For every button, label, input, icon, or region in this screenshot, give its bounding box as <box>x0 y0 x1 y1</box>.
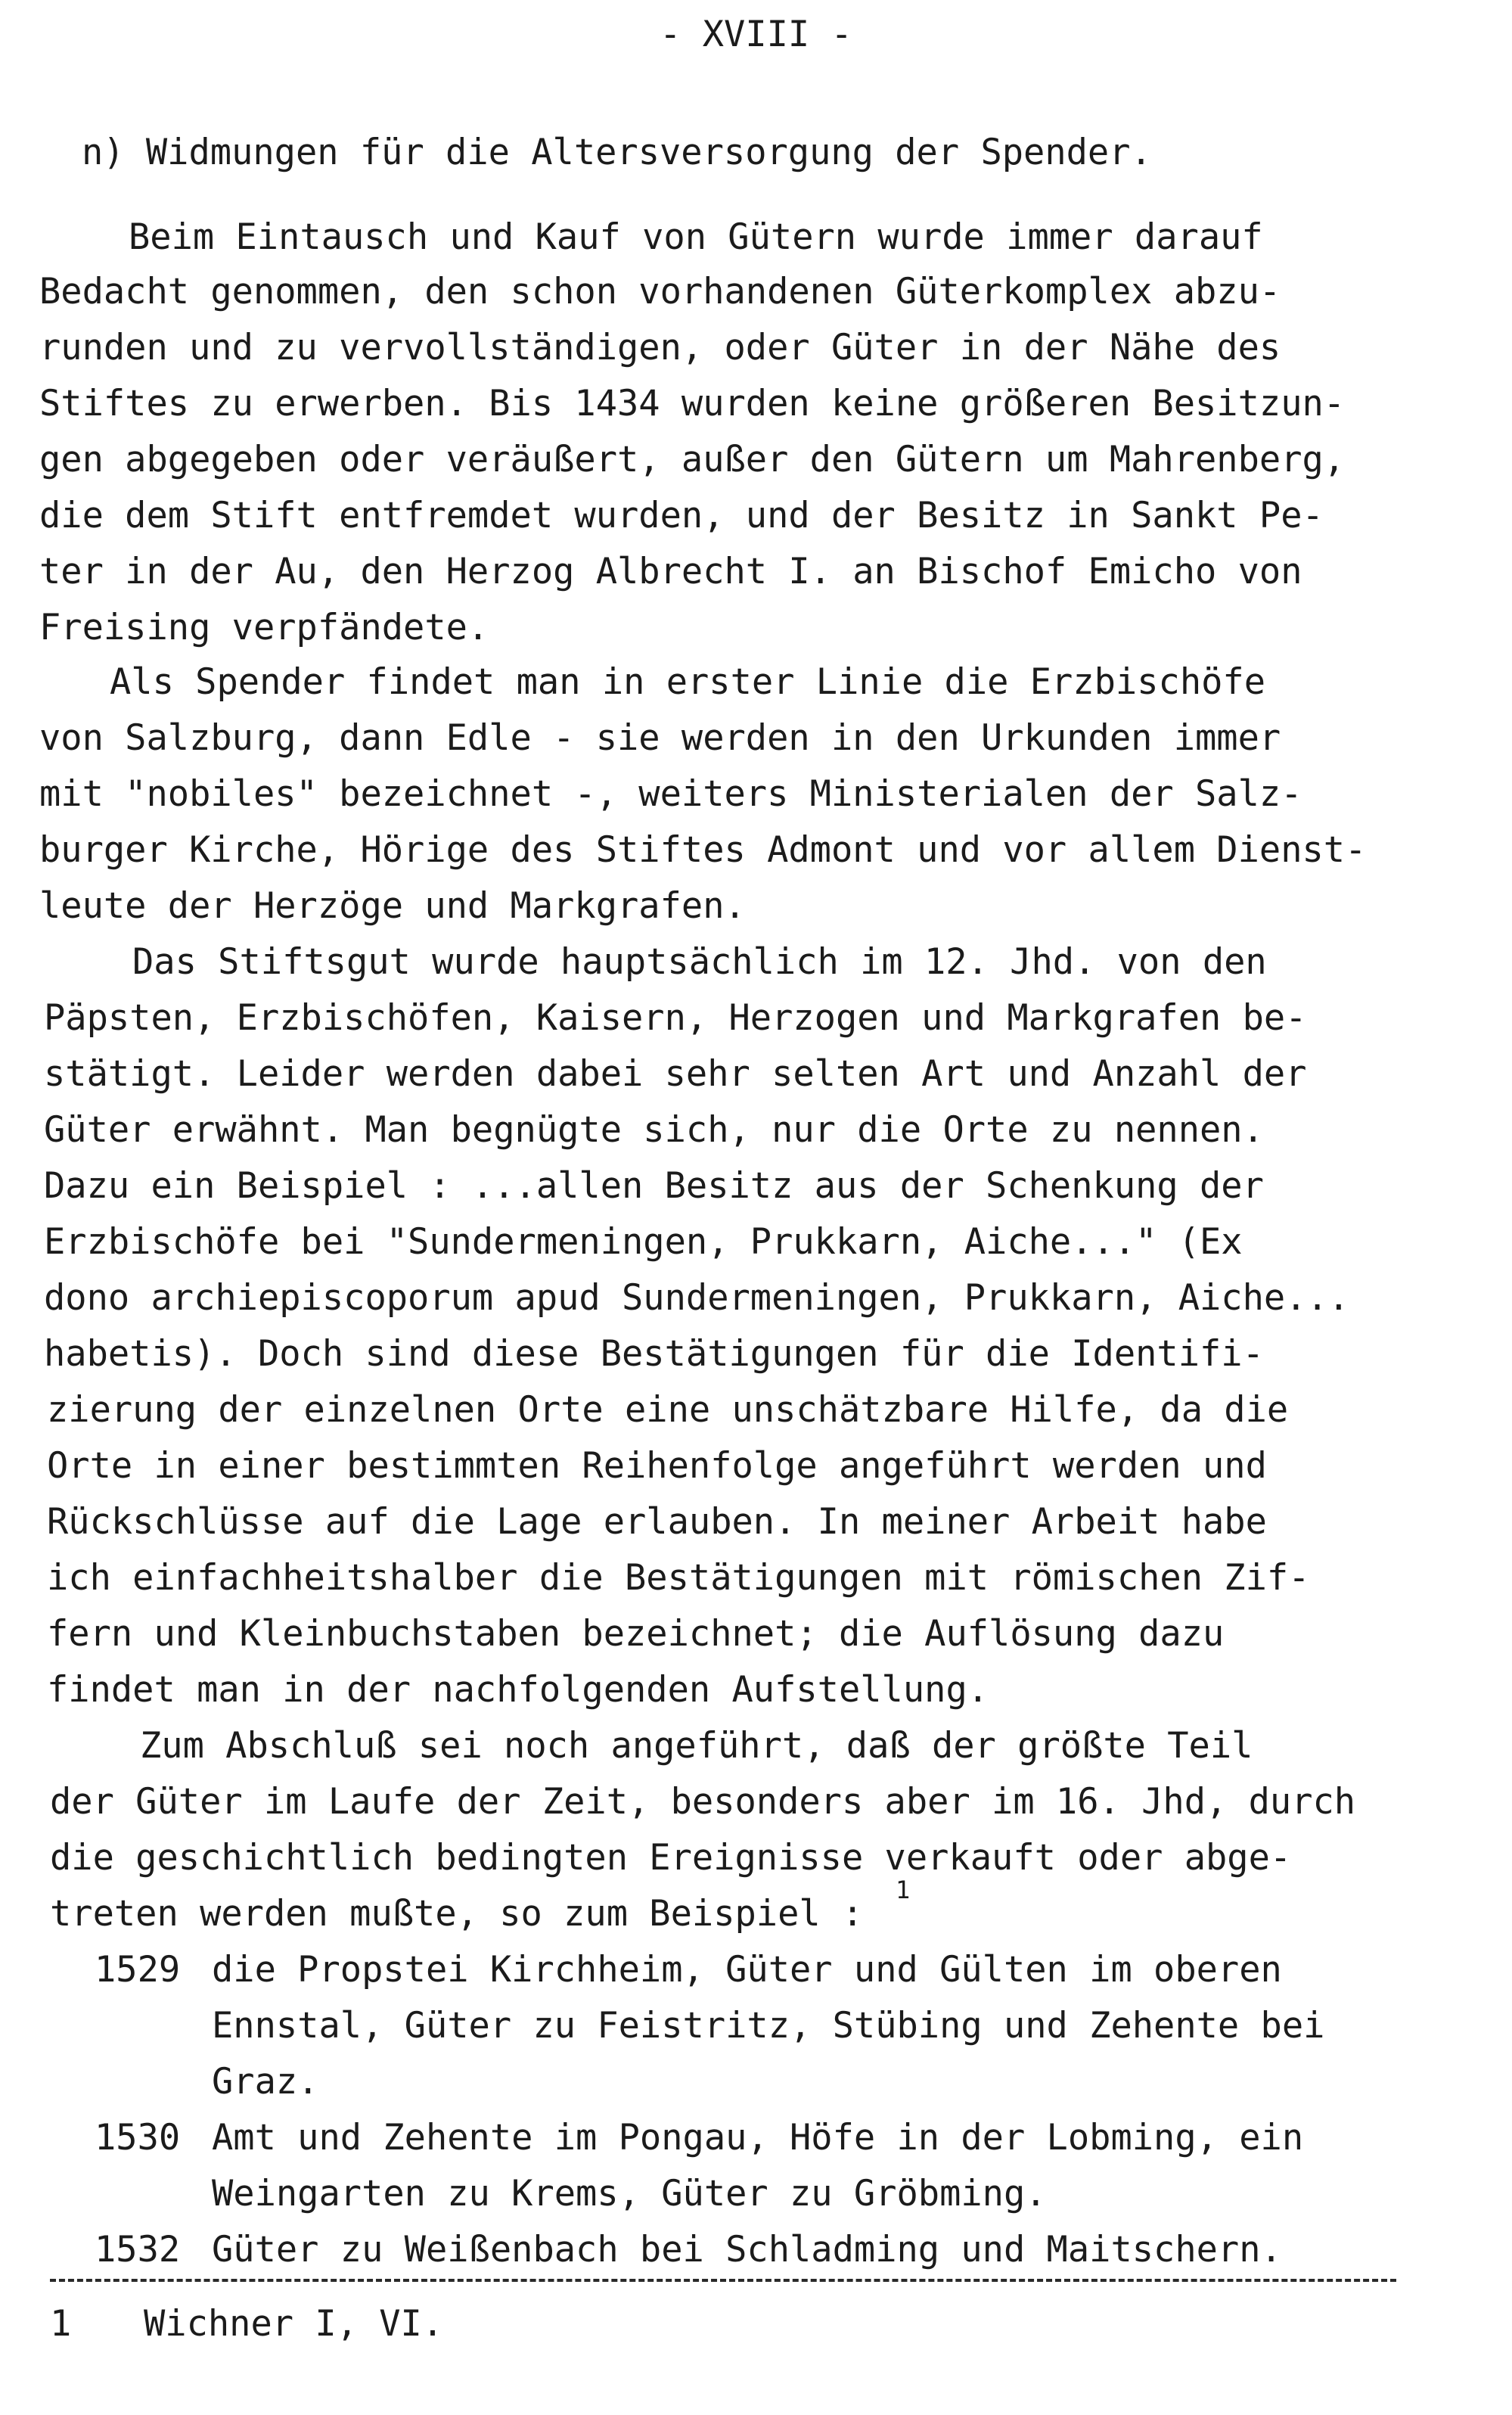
sale-year: 1532 <box>95 2229 181 2270</box>
text-line: n) Widmungen für die Altersversorgung der Spender. <box>82 132 1152 173</box>
sale-line: Weingarten zu Krems, Güter zu Gröbming. <box>212 2173 1047 2215</box>
text-line: habetis). Doch sind diese Bestätigungen für die Identifi- <box>44 1333 1264 1375</box>
text-line: leute der Herzöge und Markgrafen. <box>39 885 746 927</box>
text-line: findet man in der nachfolgenden Aufstellung. <box>47 1669 989 1711</box>
footnote-text: Wichner I, VI. <box>144 2303 444 2345</box>
sale-year: 1530 <box>95 2117 181 2159</box>
text-line: Rückschlüsse auf die Lage erlauben. In meiner Arbeit habe <box>47 1501 1267 1543</box>
text-line: treten werden mußte, so zum Beispiel : <box>50 1893 864 1935</box>
text-line: Stiftes zu erwerben. Bis 1434 wurden keine größeren Besitzun- <box>39 383 1346 424</box>
footnote-marker: 1 <box>896 1876 911 1904</box>
text-line: burger Kirche, Hörige des Stiftes Admont und vor allem Dienst- <box>39 829 1367 871</box>
page-number-header: - XVIII - <box>660 14 852 55</box>
text-line: Beim Eintausch und Kauf von Gütern wurde immer darauf <box>129 216 1263 258</box>
text-line: mit "nobiles" bezeichnet -, weiters Ministerialen der Salz- <box>39 773 1302 815</box>
text-line: gen abgegeben oder veräußert, außer den Gütern um Mahrenberg, <box>39 439 1346 480</box>
sale-year: 1529 <box>95 1949 181 1991</box>
text-line: Als Spender findet man in erster Linie die Erzbischöfe <box>110 661 1266 703</box>
sale-line: Güter zu Weißenbach bei Schladming und Maitschern. <box>212 2229 1282 2270</box>
sale-line: Ennstal, Güter zu Feistritz, Stübing und Zehente bei <box>212 2005 1325 2047</box>
text-line: Zum Abschluß sei noch angeführt, daß der größte Teil <box>140 1725 1253 1767</box>
text-line: ter in der Au, den Herzog Albrecht I. an Bischof Emicho von <box>39 551 1302 592</box>
sale-line: die Propstei Kirchheim, Güter und Gülten im oberen <box>212 1949 1282 1991</box>
text-line: zierung der einzelnen Orte eine unschätzbare Hilfe, da die <box>47 1389 1289 1431</box>
text-line: ich einfachheitshalber die Bestätigungen mit römischen Zif- <box>47 1557 1310 1599</box>
text-line: Dazu ein Beispiel : ...allen Besitz aus der Schenkung der <box>44 1165 1264 1207</box>
text-line: Das Stiftsgut wurde hauptsächlich im 12. Jhd. von den <box>132 941 1267 983</box>
text-line: Freising verpfändete. <box>39 607 489 648</box>
footnote-divider <box>50 2279 1396 2282</box>
footnote-number: 1 <box>50 2303 72 2345</box>
text-line: Päpsten, Erzbischöfen, Kaisern, Herzogen und Markgrafen be- <box>44 997 1307 1039</box>
text-line: die geschichtlich bedingten Ereignisse verkauft oder abge- <box>50 1837 1292 1879</box>
sale-line: Amt und Zehente im Pongau, Höfe in der Lobming, ein <box>212 2117 1304 2159</box>
text-line: stätigt. Leider werden dabei sehr selten Art und Anzahl der <box>44 1053 1307 1095</box>
text-line: die dem Stift entfremdet wurden, und der Besitz in Sankt Pe- <box>39 495 1324 536</box>
text-line: Orte in einer bestimmten Reihenfolge angeführt werden und <box>47 1445 1267 1487</box>
text-line: von Salzburg, dann Edle - sie werden in den Urkunden immer <box>39 717 1281 759</box>
text-line: Bedacht genommen, den schon vorhandenen Güterkomplex abzu- <box>39 271 1281 312</box>
sale-line: Graz. <box>212 2061 319 2103</box>
text-line: Erzbischöfe bei "Sundermeningen, Prukkarn, Aiche..." (Ex <box>44 1221 1243 1263</box>
text-line: Güter erwähnt. Man begnügte sich, nur die Orte zu nennen. <box>44 1109 1264 1151</box>
text-line: der Güter im Laufe der Zeit, besonders aber im 16. Jhd, durch <box>50 1781 1356 1823</box>
text-line: dono archiepiscoporum apud Sundermeningen, Prukkarn, Aiche... <box>44 1277 1350 1319</box>
text-line: runden und zu vervollständigen, oder Güter in der Nähe des <box>39 327 1281 368</box>
text-line: fern und Kleinbuchstaben bezeichnet; die Auflösung dazu <box>47 1613 1225 1655</box>
